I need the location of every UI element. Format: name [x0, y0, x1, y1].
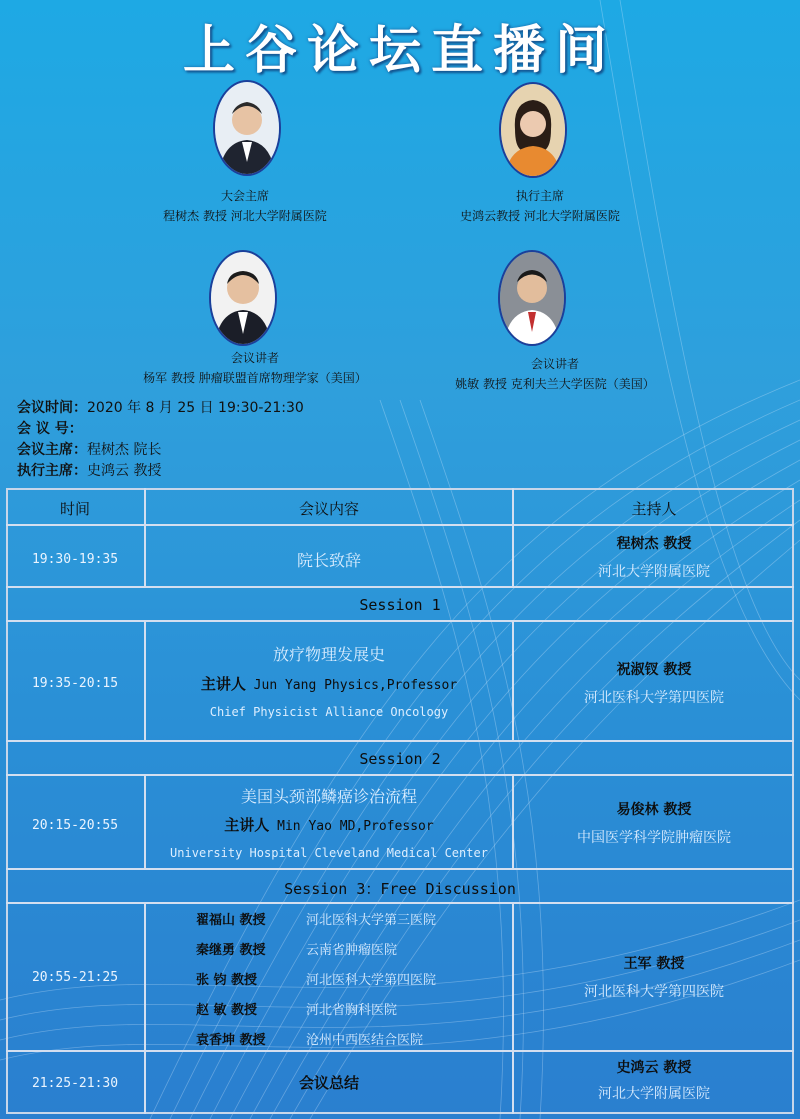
- panel-member: 赵 敏 教授 河北省胸科医院: [196, 1003, 398, 1018]
- row-host: [514, 954, 794, 1002]
- page-title: 上谷论坛直播间: [182, 20, 617, 81]
- host-org: 中国医学科学院肿瘤医院: [577, 830, 731, 846]
- panel-member: 张 钧 教授 河北医科大学第四医院: [196, 973, 437, 988]
- row-time: 20:55-21:25: [31, 970, 119, 985]
- session-heading: Session 3：Free Discussion: [284, 880, 516, 898]
- speaker-name: Jun Yang Physics,Professor: [245, 678, 458, 693]
- row-divider: [6, 524, 794, 526]
- caption-exec-chair: [430, 186, 650, 226]
- chair-value: 程树杰 院长: [87, 442, 162, 458]
- host-name: 程树杰 教授: [616, 536, 692, 552]
- session-heading: Session 1: [359, 596, 441, 614]
- caption-speaker-yang: [110, 348, 400, 388]
- row-time: 19:35-20:15: [31, 676, 119, 691]
- row-host: [514, 660, 794, 708]
- exec-chair-value: 史鸿云 教授: [87, 463, 162, 479]
- row-host: [514, 800, 794, 848]
- speaker-label: 主讲人: [200, 675, 246, 693]
- host-name: 易俊林 教授: [616, 802, 692, 818]
- row-host: [514, 1058, 794, 1104]
- host-name: 祝淑钗 教授: [616, 662, 692, 678]
- row-divider: [6, 620, 794, 622]
- row-speaker: [146, 673, 512, 694]
- row-topic: 美国头颈部鳞癌诊治流程: [240, 787, 417, 806]
- session-heading: Session 2: [359, 750, 441, 768]
- chair-label: 会议主席：: [17, 442, 87, 458]
- exec-chair-label: 执行主席：: [17, 463, 87, 479]
- caption-speaker-yao: [430, 354, 680, 394]
- meeting-id-label: 会 议 号：: [17, 421, 83, 437]
- speaker-org: University Hospital Cleveland Medical Center: [170, 846, 488, 860]
- row-divider: [6, 740, 794, 742]
- role-detail: 姚敏 教授 克利夫兰大学医院（美国）: [455, 377, 655, 391]
- time-label: 会议时间：: [17, 400, 87, 416]
- header-content: 会议内容: [298, 500, 359, 518]
- host-org: 河北医科大学第四医院: [584, 690, 724, 706]
- host-org: 河北大学附属医院: [598, 564, 710, 580]
- row-host: [514, 534, 794, 582]
- host-org: 河北大学附属医院: [598, 1086, 710, 1102]
- role-label: 执行主席: [515, 189, 564, 203]
- row-speaker: [146, 814, 512, 835]
- time-value: 2020 年 8 月 25 日 19:30-21:30: [87, 400, 304, 416]
- speaker-org: Chief Physicist Alliance Oncology: [209, 705, 449, 719]
- panel-member: 袁香坤 教授 沧州中西医结合医院: [196, 1033, 424, 1048]
- role-detail: 史鸿云教授 河北大学附属医院: [460, 209, 620, 223]
- host-name: 王军 教授: [623, 956, 685, 972]
- row-divider: [6, 868, 794, 870]
- panel-list: [196, 906, 436, 1056]
- panel-member: 秦继勇 教授 云南省肿瘤医院: [196, 943, 398, 958]
- row-divider: [6, 774, 794, 776]
- row-time: 20:15-20:55: [31, 818, 119, 833]
- avatar-speaker-yao: [498, 250, 566, 346]
- avatar-exec-chair: [499, 82, 567, 178]
- speaker-label: 主讲人: [224, 816, 270, 834]
- role-detail: 程树杰 教授 河北大学附属医院: [163, 209, 327, 223]
- row-topic: 放疗物理发展史: [272, 645, 385, 664]
- meeting-info: [17, 398, 304, 482]
- row-content: 院长致辞: [296, 551, 361, 570]
- row-content: 会议总结: [298, 1074, 359, 1092]
- header-host: 主持人: [631, 500, 677, 518]
- header-time: 时间: [59, 500, 90, 518]
- host-org: 河北医科大学第四医院: [584, 984, 724, 1000]
- row-time: 19:30-19:35: [31, 552, 119, 567]
- row-divider: [6, 902, 794, 904]
- caption-chair: [130, 186, 360, 226]
- role-detail: 杨军 教授 肿瘤联盟首席物理学家（美国）: [143, 371, 367, 385]
- row-time: 21:25-21:30: [31, 1076, 119, 1091]
- role-label: 大会主席: [220, 189, 269, 203]
- row-divider: [6, 586, 794, 588]
- schedule-table: [6, 488, 794, 1114]
- avatar-chair: [213, 80, 281, 176]
- panel-member: 翟福山 教授 河北医科大学第三医院: [196, 913, 437, 928]
- speaker-name: Min Yao MD,Professor: [269, 819, 434, 834]
- avatar-speaker-yang: [209, 250, 277, 346]
- host-name: 史鸿云 教授: [616, 1060, 692, 1076]
- role-label: 会议讲者: [530, 357, 579, 371]
- role-label: 会议讲者: [230, 351, 279, 365]
